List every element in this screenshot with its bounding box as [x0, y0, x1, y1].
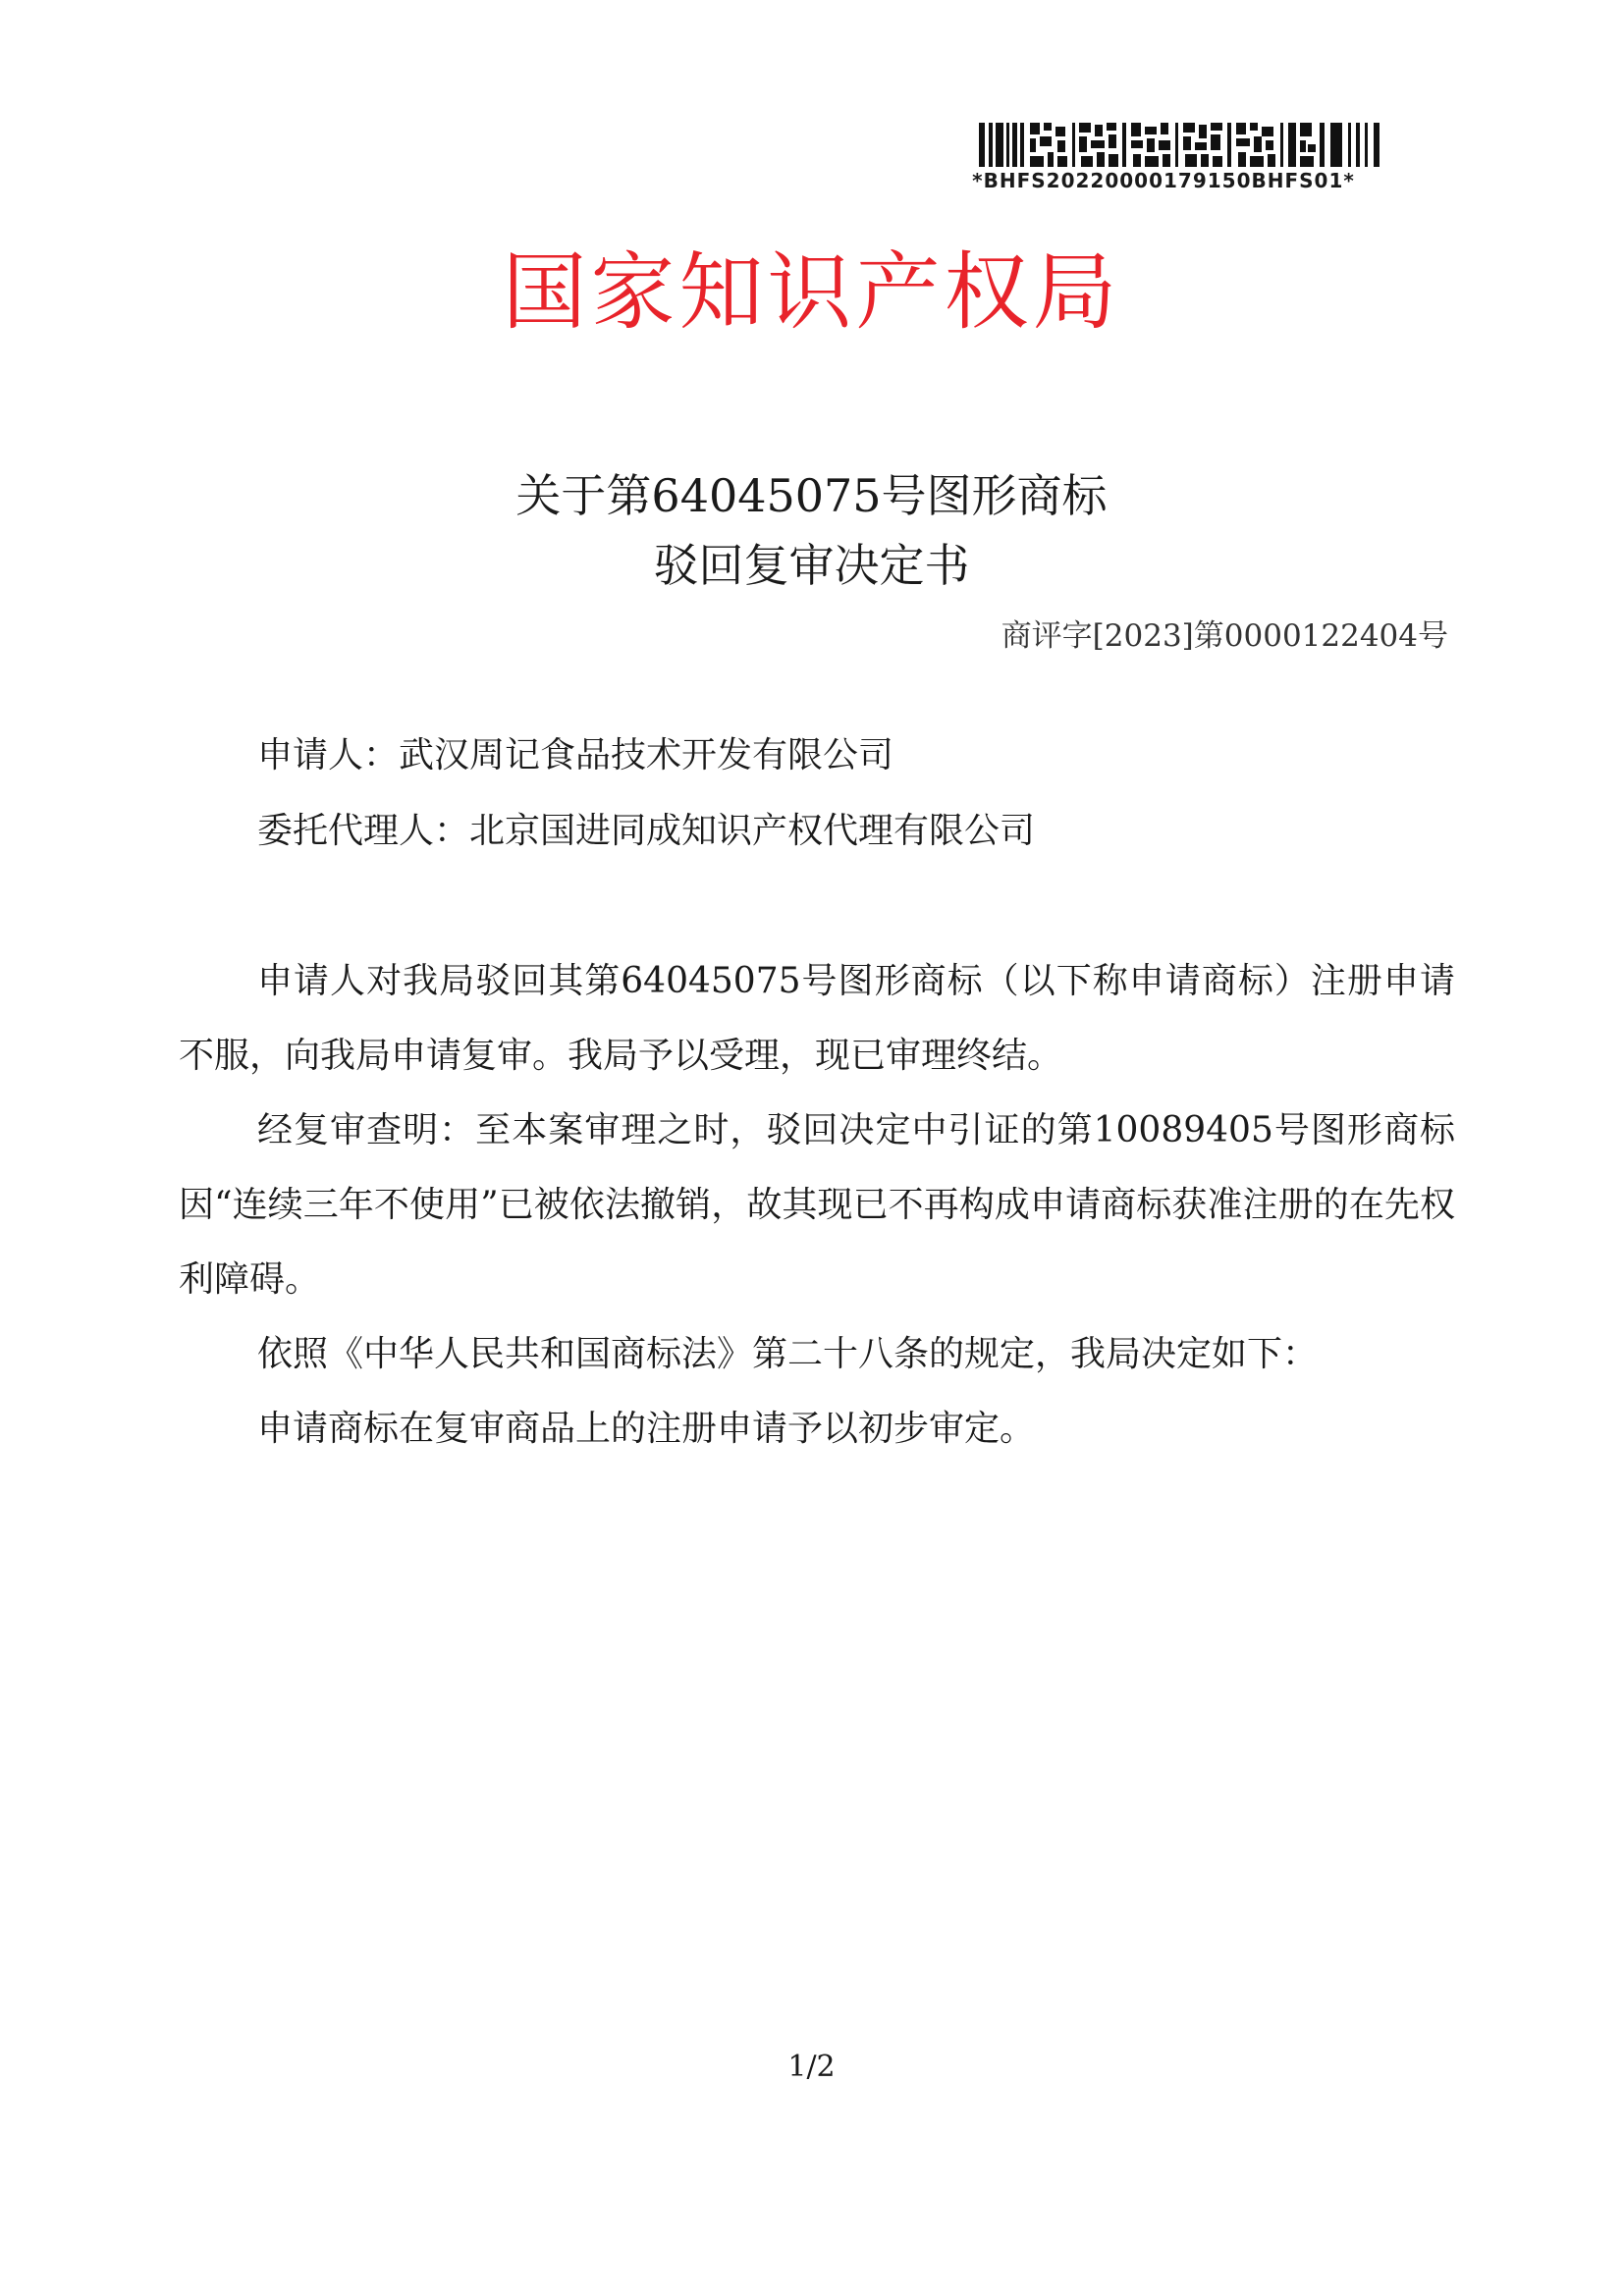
document-number: 商评字[2023]第0000122404号 [1001, 618, 1448, 654]
document-title-line2: 驳回复审决定书 [653, 539, 970, 592]
barcode-text: *BHFS20220000179150BHFS01* [972, 169, 1355, 192]
paragraph-2: 经复审查明：至本案审理之时，驳回决定中引证的第10089405号图形商标因“连续三年不使用”已被依法撤销，故其现已不再构成申请商标获准注册的在先权利障碍。 [179, 1110, 1455, 1300]
applicant-line: 申请人：武汉周记食品技术开发有限公司 [257, 735, 894, 775]
agency-name: 国家知识产权局 [502, 243, 1121, 342]
agent-line: 委托代理人：北京国进同成知识产权代理有限公司 [257, 811, 1036, 851]
page-number: 1/2 [787, 2050, 836, 2084]
barcode-graphic [979, 123, 1381, 167]
document-title-line1: 关于第64045075号图形商标 [515, 469, 1108, 522]
paragraph-3: 依照《中华人民共和国商标法》第二十八条的规定，我局决定如下： [257, 1334, 1319, 1374]
paragraph-1: 申请人对我局驳回其第64045075号图形商标（以下称申请商标）注册申请不服，向我局申请复审。我局予以受理，现已审理终结。 [179, 961, 1455, 1076]
decision-body [179, 944, 1455, 1467]
paragraph-4: 申请商标在复审商品上的注册申请予以初步审定。 [257, 1409, 1036, 1449]
